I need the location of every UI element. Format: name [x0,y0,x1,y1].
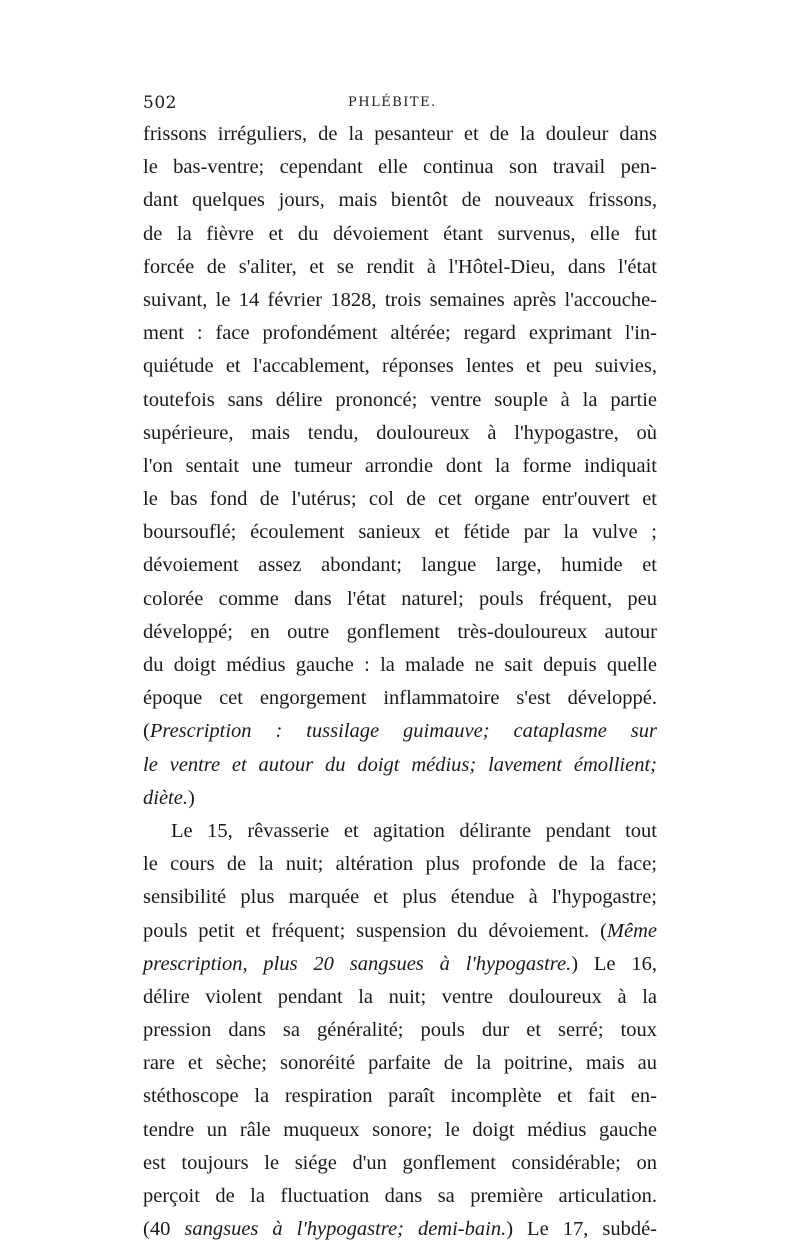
text-line [143,284,657,317]
text-line [143,1114,657,1147]
text-segment: sensibilité plus marquée et plus étendue à l'hypogastre; [143,886,657,909]
italic-text: sangsues à l'hypogastre; demi-bain. [184,1218,507,1241]
text-line [143,881,657,914]
text-line [143,1180,657,1213]
italic-text: le ventre et autour du doigt médius; lavement émollient; [143,753,657,776]
text-segment: quiétude et l'accablement, réponses lentes et peu suivies, [143,355,657,378]
text-segment: (40 [143,1218,185,1241]
text-segment: toutefois sans délire prononcé; ventre souple à la partie [143,388,657,411]
text-segment: stéthoscope la respiration paraît incomplète et fait en- [143,1085,657,1108]
text-line [143,1147,657,1180]
text-segment: boursouflé; écoulement sanieux et fétide par la vulve ; [143,521,657,544]
text-segment: pression dans sa généralité; pouls dur et serré; toux [143,1019,657,1042]
text-segment: pouls petit et fréquent; suspension du dévoiement. ( [143,919,607,942]
text-line [143,649,657,682]
text-line [143,915,657,948]
italic-text: Prescription : tussilage guimauve; cataplasme sur [149,720,657,743]
text-segment: tendre un râle muqueux sonore; le doigt médius gauche [143,1118,657,1141]
text-line [143,384,657,417]
text-segment: le cours de la nuit; altération plus profonde de la face; [143,853,657,876]
text-segment: supérieure, mais tendu, douloureux à l'hypogastre, où [143,421,657,444]
text-segment: ( [143,720,150,743]
text-segment: ) Le 16, [571,952,657,975]
text-segment: du doigt médius gauche : la malade ne sait depuis quelle [143,654,657,676]
text-line [143,948,657,981]
text-line [143,218,657,251]
text-segment: Le 15, rêvasserie et agitation délirante pendant tout [171,819,657,842]
text-line [143,616,657,649]
text-segment: délire violent pendant la nuit; ventre douloureux à la [143,985,657,1008]
text-segment: dant quelques jours, mais bientôt de nouveaux frissons, [143,189,657,212]
text-line [143,251,657,284]
text-line [143,450,657,483]
text-line [143,715,657,748]
text-line [143,483,657,516]
text-line [143,583,657,616]
text-segment: colorée comme dans l'état naturel; pouls fréquent, peu [143,587,657,610]
text-line [143,815,657,848]
text-line [143,350,657,383]
text-line [143,417,657,450]
text-line [143,516,657,549]
text-line [143,981,657,1014]
text-line [143,1213,657,1246]
text-line [143,782,657,815]
text-segment: frissons irréguliers, de la pesanteur et de la douleur dans [143,123,657,145]
text-segment: ) [187,786,195,809]
text-segment: de la fièvre et du dévoiement étant survenus, elle fut [143,222,657,245]
text-segment: ment : face profondément altérée; regard exprimant l'in- [143,322,657,345]
italic-text: prescription, plus 20 sangsues à l'hypogastre. [143,952,572,975]
text-segment: développé; en outre gonflement très-douloureux autour [143,620,657,643]
text-line [143,118,657,151]
text-line [143,1047,657,1080]
text-segment: le bas-ventre; cependant elle continua son travail pen- [143,156,657,179]
text-line [143,1080,657,1113]
text-segment: dévoiement assez abondant; langue large, humide et [143,554,657,577]
text-segment: est toujours le siége d'un gonflement considérable; on [143,1151,657,1174]
text-segment: le bas fond de l'utérus; col de cet organe entr'ouvert et [143,488,657,511]
body-text [143,118,657,1246]
text-segment: forcée de s'aliter, et se rendit à l'Hôtel-Dieu, dans l'état [143,255,657,278]
text-line [143,151,657,184]
text-segment: l'on sentait une tumeur arrondie dont la forme indiquait [143,454,657,477]
text-line [143,549,657,582]
text-segment: rare et sèche; sonoréité parfaite de la poitrine, mais au [143,1052,657,1075]
text-segment: ) Le 17, subdé- [506,1218,657,1241]
text-line [143,1014,657,1047]
page-number: 502 [143,93,177,113]
text-segment: époque cet engorgement inflammatoire s'est développé. [143,687,657,710]
text-line [143,682,657,715]
text-line [143,317,657,350]
text-line [143,184,657,217]
text-segment: suivant, le 14 février 1828, trois semaines après l'accouche- [143,288,657,311]
running-head [143,93,658,119]
running-title: PHLÉBITE. [348,95,437,110]
text-segment: perçoit de la fluctuation dans sa première articulation. [143,1185,657,1207]
italic-text: diète. [143,786,188,809]
italic-text: Même [606,919,657,942]
text-line [143,848,657,881]
text-line [143,749,657,782]
